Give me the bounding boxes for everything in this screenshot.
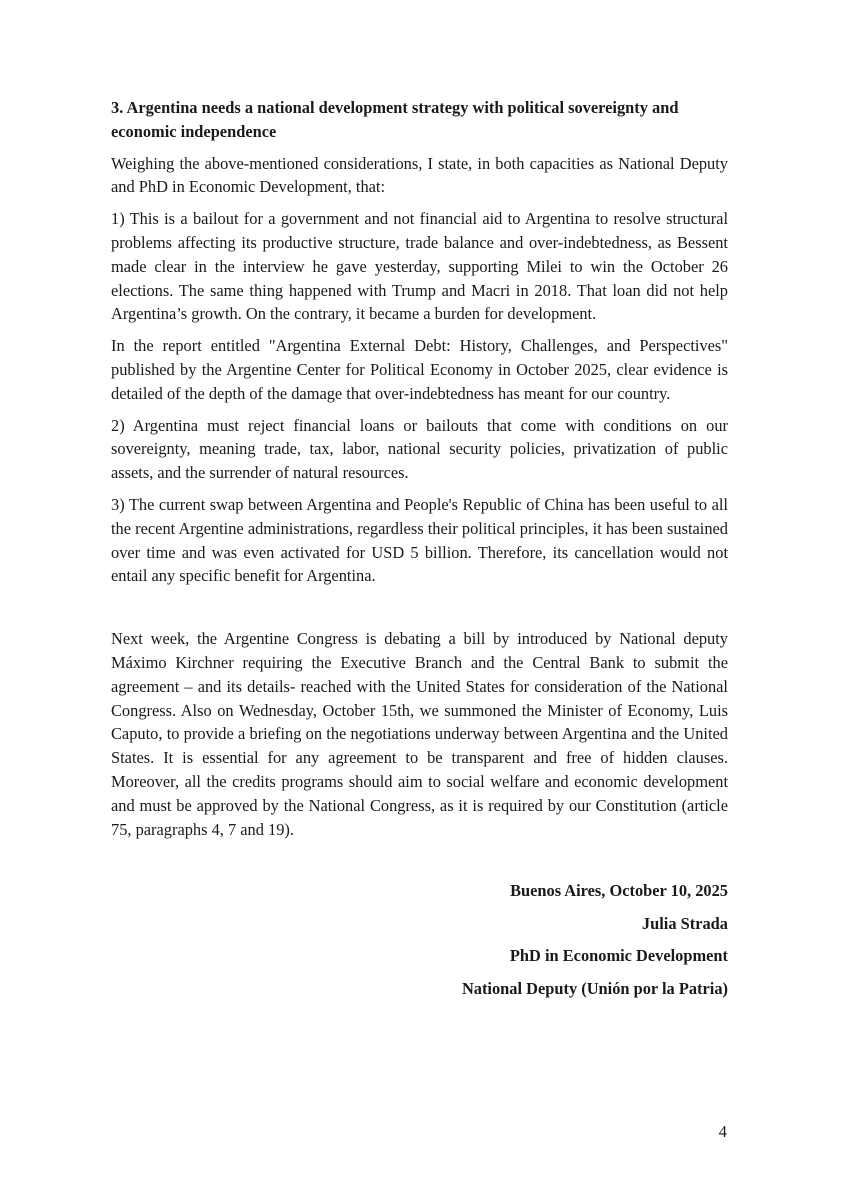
paragraph-spacer [111, 596, 728, 627]
signature-title: PhD in Economic Development [509, 946, 728, 966]
signature-place-date: Buenos Aires, October 10, 2025 [510, 881, 728, 901]
signature-name: Julia Strada [641, 913, 728, 933]
intro-paragraph: Weighing the above-mentioned considerations, I state, in both capacities as National Deputy and PhD in Economic Development, that: [111, 153, 728, 197]
signature-position: National Deputy (Unión por la Patria) [461, 978, 728, 998]
point-3-paragraph: 3) The current swap between Argentina and People's Republic of China has been useful to all the recent Argentine administrations, regardless their political principles, it has been sustained over time and was even activated for USD 5 billion. Therefore, its cancellation would not entail any specific benefit for Argentina. [111, 494, 728, 586]
section-heading: 3. Argentina needs a national development strategy with political sovereignty and economic independence [111, 98, 679, 141]
document-page [111, 96, 728, 1005]
signature-block [111, 875, 728, 1005]
closing-paragraph: Next week, the Argentine Congress is debating a bill by introduced by National deputy Máximo Kirchner requiring the Executive Branch and the Central Bank to submit the agreement – and its details- reached with the United States for consideration of the National Congress. Also on Wednesday, October 15th, we summoned the Minister of Economy, Luis Caputo, to provide a briefing on the negotiations underway between Argentina and the United States. It is essential for any agreement to be transparent and free of hidden clauses. Moreover, all the credits programs should aim to social welfare and economic development and must be approved by the National Congress, as it is required by our Constitution (article 75, paragraphs 4, 7 and 19). [111, 629, 728, 839]
report-paragraph: In the report entitled "Argentina External Debt: History, Challenges, and Perspectives" published by the Argentine Center for Political Economy in October 2025, clear evidence is detailed of the depth of the damage that over-indebtedness has meant for our country. [111, 336, 728, 403]
point-2-paragraph: 2) Argentina must reject financial loans or bailouts that come with conditions on our sovereignty, meaning trade, tax, labor, national security policies, privatization of public assets, and the surrender of natural resources. [111, 415, 728, 483]
point-1-paragraph: 1) This is a bailout for a government and not financial aid to Argentina to resolve structural problems affecting its productive structure, trade balance and over-indebtedness, as Bessent made clear in the interview he gave yesterday, supporting Milei to win the October 26 elections. The same thing happened with Trump and Macri in 2018. That loan did not help Argentina’s growth. On the contrary, it became a burden for development. [111, 209, 728, 324]
page-number: 4 [718, 1122, 727, 1141]
